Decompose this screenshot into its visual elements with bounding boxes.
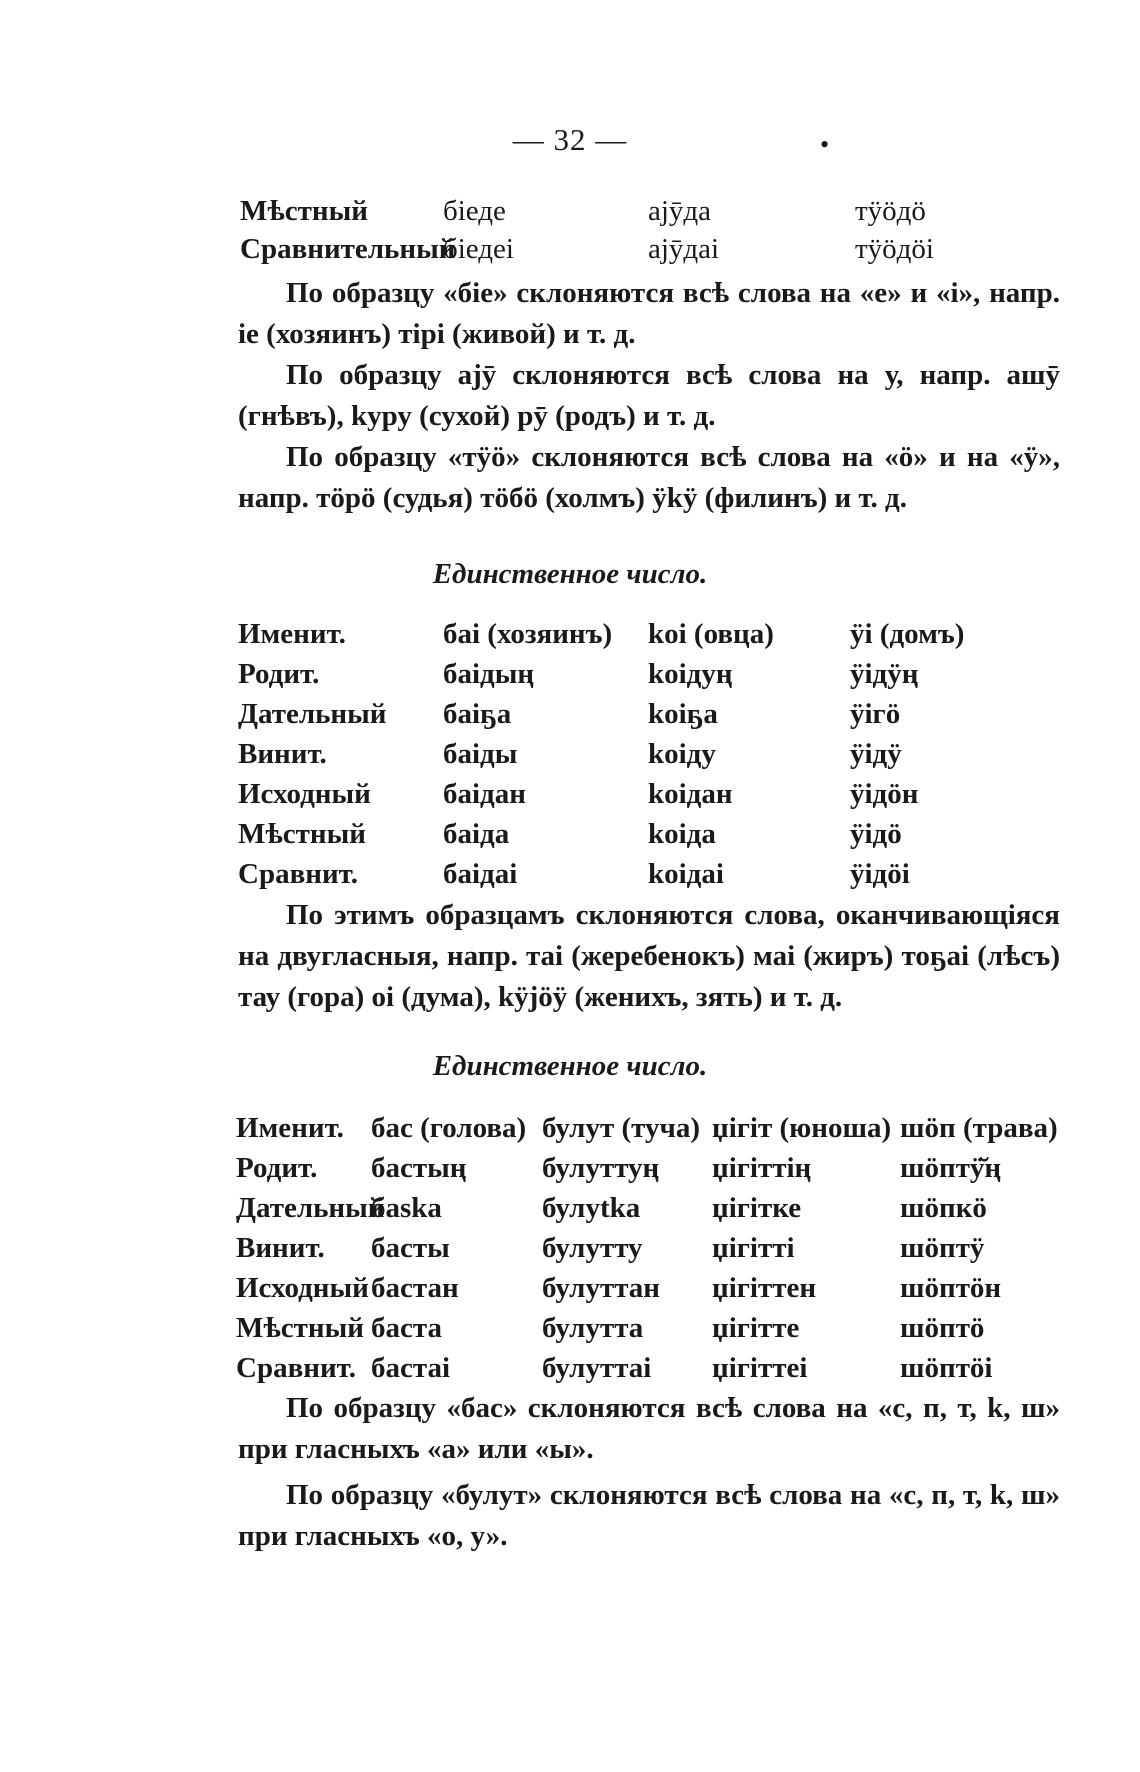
paragraph: По образцу «біе» склоняются всѣ слова на «е» и «і», напр. іе (хозяинъ) тірі (живой) и т. д. — [238, 277, 1060, 350]
table-cell: ӱігӧ — [850, 698, 901, 730]
case-name: Сравнит. — [238, 858, 358, 890]
paragraph: По образцу «бас» склоняются всѣ слова на «с, п, т, k, ш» при гласныхъ «а» или «ы». — [238, 1392, 1060, 1465]
table-cell: булуттуң — [542, 1152, 660, 1184]
table-cell: тӱӧдӧі — [855, 233, 934, 265]
paragraph: По образцу ajӯ склоняются всѣ слова на у, напр. ашӯ (гнѣвъ), kуру (сухой) рӯ (родъ) и т. д. — [238, 359, 1060, 432]
table-cell: шӧп (трава) — [900, 1112, 1058, 1144]
table-cell: булуттаі — [542, 1352, 652, 1384]
paragraph-block — [238, 273, 1060, 519]
table-cell: kоідаі — [648, 858, 724, 890]
table-cell: баідың — [443, 658, 535, 690]
table-cell: бастың — [371, 1152, 467, 1184]
case-name: Дательный — [238, 698, 387, 730]
case-name: Мѣстный — [236, 1312, 364, 1344]
case-name: Исходный — [236, 1272, 369, 1304]
table-cell: шӧптӧ — [900, 1312, 985, 1344]
table-cell: баіды — [443, 738, 518, 770]
table-cell: ӱідӧі — [850, 858, 910, 890]
table-cell: булуттан — [542, 1272, 660, 1304]
table-cell: булуtkа — [542, 1192, 641, 1224]
table-cell: ӱідӧн — [850, 778, 919, 810]
table-cell: тӱӧдӧ — [855, 195, 926, 227]
case-name: Винит. — [238, 738, 327, 770]
table-cell: ajӯда — [648, 195, 712, 227]
case-name: Дательный — [236, 1192, 385, 1224]
table-cell: kоіда — [648, 818, 716, 850]
table-cell: џігіттеі — [712, 1352, 808, 1384]
table-cell: біеде — [443, 195, 506, 227]
case-name: Родит. — [236, 1152, 318, 1184]
table-cell: ӱідӱ — [850, 738, 902, 770]
table-cell: шӧптӧн — [900, 1272, 1002, 1304]
table-cell: џігітке — [712, 1192, 802, 1224]
case-name: Исходный — [238, 778, 371, 810]
table-cell: басты — [371, 1232, 450, 1264]
table-cell: џігіт (юноша) — [712, 1112, 892, 1144]
table-cell: бас (голова) — [371, 1112, 527, 1144]
table-cell: баіда — [443, 818, 510, 850]
paragraph: По образцу «булут» склоняются всѣ слова на «с, п, т, k, ш» при гласныхъ «о, у». — [238, 1479, 1060, 1552]
case-name: Винит. — [236, 1232, 325, 1264]
table-cell: шӧптӧі — [900, 1352, 993, 1384]
table-cell: kоі (овца) — [648, 618, 774, 650]
table-cell: ӱідӱң — [850, 658, 919, 690]
case-name: Именит. — [236, 1112, 344, 1144]
table-cell: баіҕа — [443, 698, 512, 730]
table-cell: џігіттің — [712, 1152, 812, 1184]
table-cell: шӧптӱ — [900, 1232, 985, 1264]
table-cell: ӱідӧ — [850, 818, 902, 850]
table-cell: бастан — [371, 1272, 459, 1304]
table-cell: біедеі — [443, 233, 514, 265]
case-name: Именит. — [238, 618, 346, 650]
table-cell: баідаі — [443, 858, 518, 890]
table-cell: kоідан — [648, 778, 733, 810]
case-name: Мѣстный — [238, 818, 366, 850]
paragraph-block — [238, 895, 1060, 1018]
table-cell: баста — [371, 1312, 442, 1344]
paragraph-block — [238, 1388, 1060, 1557]
table-cell: баідан — [443, 778, 526, 810]
case-name: Сравнительный — [240, 233, 456, 265]
stray-dot: • — [820, 130, 830, 159]
table-cell: џігітті — [712, 1232, 795, 1264]
table-cell: булут (туча) — [542, 1112, 700, 1144]
table-cell: шӧптӱ̆ң — [900, 1152, 1002, 1184]
table-cell: бастаі — [371, 1352, 451, 1384]
table-cell: баskа — [371, 1192, 442, 1224]
table-cell: ӱі (домъ) — [850, 618, 965, 650]
case-name: Мѣстный — [240, 195, 368, 227]
section-heading: Единственное число. — [432, 1050, 708, 1082]
table-cell: џігітте — [712, 1312, 800, 1344]
table-cell: kоіду — [648, 738, 716, 770]
table-cell: kоідуң — [648, 658, 733, 690]
table-cell: џігіттен — [712, 1272, 817, 1304]
page-number: — 32 — — [512, 122, 628, 157]
table-cell: ajӯдаі — [648, 233, 720, 265]
case-name: Родит. — [238, 658, 320, 690]
paragraph: По этимъ образцамъ склоняются слова, оканчивающіяся на двугласныя, напр. таі (жеребенокъ) маі (жиръ) тоҕаі (лѣсъ) тау (гора) оі (дума), kӱjӧӱ (женихъ, зять) и т. д. — [238, 899, 1060, 1013]
table-cell: шӧпкӧ — [900, 1192, 987, 1224]
table-cell: булутту — [542, 1232, 643, 1264]
paragraph: По образцу «тӱӧ» склоняются всѣ слова на «ӧ» и на «ӱ», напр. тӧрӧ (судья) тӧбӧ (холмъ) ӱkӱ (филинъ) и т. д. — [238, 441, 1060, 514]
table-cell: kоіҕа — [648, 698, 718, 730]
table-cell: булутта — [542, 1312, 644, 1344]
case-name: Сравнит. — [236, 1352, 356, 1384]
section-heading: Единственное число. — [432, 558, 708, 590]
table-cell: баі (хозяинъ) — [443, 618, 613, 650]
